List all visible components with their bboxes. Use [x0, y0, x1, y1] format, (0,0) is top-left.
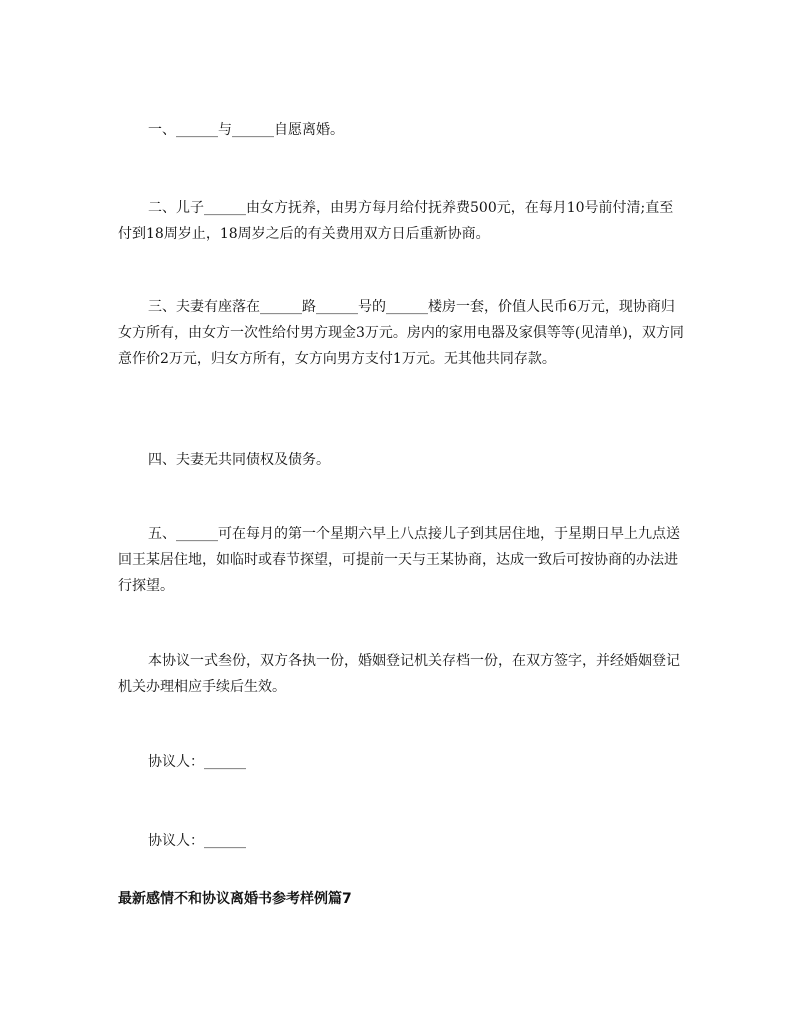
clause-2-custody: 二、儿子______由女方抚养，由男方每月给付抚养费500元，在每月10号前付清;直至付到18周岁止，18周岁之后的有关费用双方日后重新协商。	[118, 200, 674, 242]
signature-line-2: 协议人：______	[148, 833, 246, 849]
clause-4-debts: 四、夫妻无共同债权及债务。	[148, 452, 330, 468]
section-heading: 最新感情不和协议离婚书参考样例篇7	[118, 891, 352, 907]
signature-line-1: 协议人：______	[148, 754, 246, 770]
clause-3-property: 三、夫妻有座落在______路______号的______楼房一套，价值人民币6万元，现协商归女方所有，由女方一次性给付男方现金3万元。房内的家用电器及家俱等等(见清单)，双方同意作价2万元，归女方所有，女方向男方支付1万元。无其他共同存款。	[118, 299, 684, 367]
clause-5-visitation: 五、______可在每月的第一个星期六早上八点接儿子到其居住地，于星期日早上九点送回王某居住地，如临时或春节探望，可提前一天与王某协商，达成一致后可按协商的办法进行探望。	[118, 526, 680, 594]
agreement-validity: 本协议一式叁份，双方各执一份，婚姻登记机关存档一份，在双方签字，并经婚姻登记机关办理相应手续后生效。	[118, 653, 680, 695]
clause-1: 一、______与______自愿离婚。	[148, 122, 344, 138]
